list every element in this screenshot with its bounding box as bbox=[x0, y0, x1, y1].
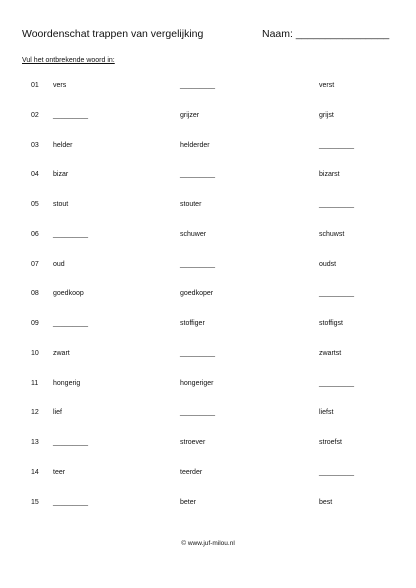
exercise-number: 13 bbox=[31, 439, 39, 446]
superlative-form: stoffigst bbox=[319, 320, 343, 327]
exercise-number: 10 bbox=[31, 350, 39, 357]
exercise-number: 01 bbox=[31, 82, 39, 89]
comparative-form: goedkoper bbox=[180, 290, 214, 297]
superlative-form: _________ bbox=[319, 469, 355, 476]
comparative-form: _________ bbox=[180, 171, 216, 178]
superlative-form: _________ bbox=[319, 290, 355, 297]
comparative-form: grijzer bbox=[180, 112, 200, 119]
superlative-form: best bbox=[319, 499, 333, 506]
exercise-number: 07 bbox=[31, 261, 39, 268]
exercise-row bbox=[0, 496, 416, 510]
exercise-number: 09 bbox=[31, 320, 39, 327]
positive-form: helder bbox=[53, 142, 73, 149]
positive-form: bizar bbox=[53, 171, 69, 178]
exercise-number: 14 bbox=[31, 469, 39, 476]
positive-form: _________ bbox=[53, 112, 89, 119]
exercise-number: 03 bbox=[31, 142, 39, 149]
comparative-form: stouter bbox=[180, 201, 202, 208]
exercise-number: 15 bbox=[31, 499, 39, 506]
exercise-row bbox=[0, 287, 416, 301]
exercise-number: 08 bbox=[31, 290, 39, 297]
comparative-form: _________ bbox=[180, 261, 216, 268]
exercise-row bbox=[0, 79, 416, 93]
exercise-number: 12 bbox=[31, 409, 39, 416]
comparative-form: hongeriger bbox=[180, 380, 214, 387]
positive-form: goedkoop bbox=[53, 290, 84, 297]
exercise-row bbox=[0, 109, 416, 123]
positive-form: _________ bbox=[53, 499, 89, 506]
positive-form: lief bbox=[53, 409, 62, 416]
instruction-text: Vul het ontbrekende woord in: bbox=[22, 57, 115, 64]
positive-form: stout bbox=[53, 201, 69, 208]
exercise-row bbox=[0, 406, 416, 420]
exercise-row bbox=[0, 139, 416, 153]
comparative-form: _________ bbox=[180, 409, 216, 416]
superlative-form: _________ bbox=[319, 201, 355, 208]
superlative-form: _________ bbox=[319, 380, 355, 387]
exercise-row bbox=[0, 466, 416, 480]
positive-form: oud bbox=[53, 261, 65, 268]
positive-form: hongerig bbox=[53, 380, 81, 387]
comparative-form: beter bbox=[180, 499, 196, 506]
exercise-number: 04 bbox=[31, 171, 39, 178]
exercise-number: 06 bbox=[31, 231, 39, 238]
superlative-form: _________ bbox=[319, 142, 355, 149]
exercise-row bbox=[0, 198, 416, 212]
comparative-form: teerder bbox=[180, 469, 203, 476]
positive-form: _________ bbox=[53, 320, 89, 327]
exercise-row bbox=[0, 377, 416, 391]
superlative-form: verst bbox=[319, 82, 335, 89]
exercise-row bbox=[0, 436, 416, 450]
positive-form: vers bbox=[53, 82, 67, 89]
name-field: Naam: ________________ bbox=[262, 28, 390, 40]
superlative-form: zwartst bbox=[319, 350, 342, 357]
positive-form: _________ bbox=[53, 439, 89, 446]
superlative-form: stroefst bbox=[319, 439, 342, 446]
footer-copyright: © www.juf-milou.nl bbox=[181, 540, 235, 547]
exercise-number: 02 bbox=[31, 112, 39, 119]
comparative-form: stroever bbox=[180, 439, 206, 446]
comparative-form: _________ bbox=[180, 82, 216, 89]
comparative-form: _________ bbox=[180, 350, 216, 357]
page-title: Woordenschat trappen van vergelijking bbox=[22, 28, 204, 40]
superlative-form: grijst bbox=[319, 112, 334, 119]
superlative-form: liefst bbox=[319, 409, 334, 416]
comparative-form: schuwer bbox=[180, 231, 207, 238]
exercise-row bbox=[0, 347, 416, 361]
exercise-row bbox=[0, 228, 416, 242]
exercise-row bbox=[0, 317, 416, 331]
superlative-form: schuwst bbox=[319, 231, 345, 238]
superlative-form: oudst bbox=[319, 261, 337, 268]
exercise-row bbox=[0, 258, 416, 272]
positive-form: _________ bbox=[53, 231, 89, 238]
exercise-row bbox=[0, 168, 416, 182]
exercise-number: 11 bbox=[31, 380, 39, 387]
positive-form: teer bbox=[53, 469, 66, 476]
comparative-form: helderder bbox=[180, 142, 210, 149]
positive-form: zwart bbox=[53, 350, 70, 357]
superlative-form: bizarst bbox=[319, 171, 340, 178]
exercise-number: 05 bbox=[31, 201, 39, 208]
comparative-form: stoffiger bbox=[180, 320, 205, 327]
